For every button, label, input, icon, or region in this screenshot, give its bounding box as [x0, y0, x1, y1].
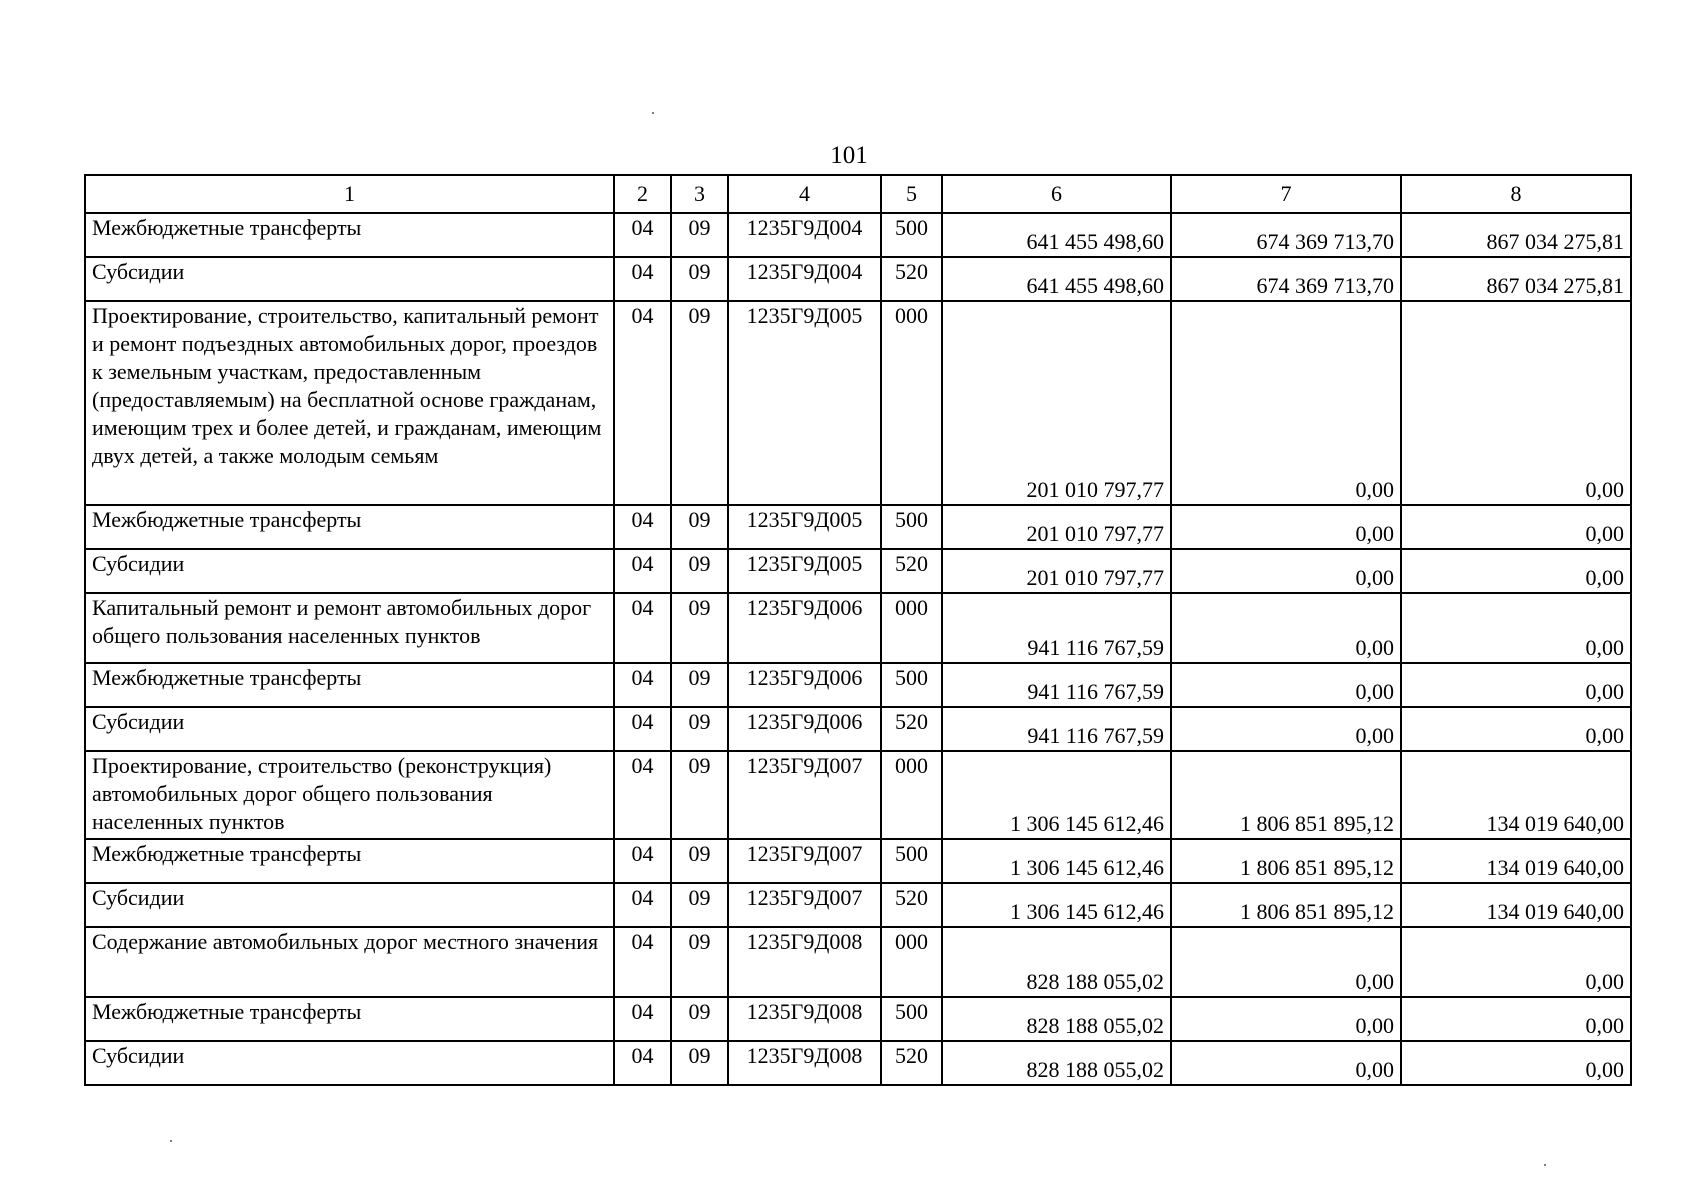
amount-col-6: 201 010 797,77: [942, 301, 1171, 505]
amount-col-8: 134 019 640,00: [1401, 883, 1631, 927]
section-code: 04: [614, 549, 671, 593]
amount-col-8: 0,00: [1401, 549, 1631, 593]
amount-col-7: 0,00: [1171, 301, 1401, 505]
amount-col-6: 941 116 767,59: [942, 663, 1171, 707]
amount-col-6: 201 010 797,77: [942, 549, 1171, 593]
target-article-code: 1235Г9Д006: [728, 593, 881, 663]
row-name: Содержание автомобильных дорог местного значения: [85, 927, 614, 997]
amount-col-6: 1 306 145 612,46: [942, 839, 1171, 883]
amount-col-6: 201 010 797,77: [942, 505, 1171, 549]
target-article-code: 1235Г9Д004: [728, 213, 881, 257]
target-article-code: 1235Г9Д008: [728, 927, 881, 997]
row-name: Капитальный ремонт и ремонт автомобильных дорог общего пользования населенных пунктов: [85, 593, 614, 663]
subsection-code: 09: [671, 927, 728, 997]
section-code: 04: [614, 883, 671, 927]
row-name: Межбюджетные трансферты: [85, 839, 614, 883]
amount-col-8: 134 019 640,00: [1401, 839, 1631, 883]
subsection-code: 09: [671, 213, 728, 257]
amount-col-8: 134 019 640,00: [1401, 751, 1631, 839]
table-row: [85, 257, 1631, 301]
section-code: 04: [614, 257, 671, 301]
section-code: 04: [614, 301, 671, 505]
amount-col-8: 0,00: [1401, 593, 1631, 663]
section-code: 04: [614, 839, 671, 883]
expense-type-code: 520: [881, 549, 942, 593]
row-name: Субсидии: [85, 883, 614, 927]
expense-type-code: 500: [881, 663, 942, 707]
row-name: Межбюджетные трансферты: [85, 213, 614, 257]
amount-col-6: 828 188 055,02: [942, 1041, 1171, 1085]
table-row: [85, 505, 1631, 549]
row-name: Межбюджетные трансферты: [85, 663, 614, 707]
amount-col-7: 0,00: [1171, 997, 1401, 1041]
row-name: Субсидии: [85, 1041, 614, 1085]
subsection-code: 09: [671, 997, 728, 1041]
expense-type-code: 520: [881, 257, 942, 301]
amount-col-8: 0,00: [1401, 663, 1631, 707]
table-row: [85, 1041, 1631, 1085]
table-row: [85, 301, 1631, 505]
target-article-code: 1235Г9Д006: [728, 663, 881, 707]
amount-col-6: 828 188 055,02: [942, 927, 1171, 997]
target-article-code: 1235Г9Д007: [728, 839, 881, 883]
row-name: Проектирование, строительство (реконструкция) автомобильных дорог общего пользования населенных пунктов: [85, 751, 614, 839]
section-code: 04: [614, 707, 671, 751]
expense-type-code: 500: [881, 839, 942, 883]
amount-col-7: 1 806 851 895,12: [1171, 883, 1401, 927]
table-row: [85, 751, 1631, 839]
column-header: 4: [728, 175, 881, 213]
amount-col-8: 0,00: [1401, 927, 1631, 997]
table-row: [85, 213, 1631, 257]
subsection-code: 09: [671, 883, 728, 927]
table-row: [85, 663, 1631, 707]
amount-col-6: 641 455 498,60: [942, 257, 1171, 301]
subsection-code: 09: [671, 257, 728, 301]
subsection-code: 09: [671, 593, 728, 663]
expense-type-code: 500: [881, 997, 942, 1041]
column-header: 5: [881, 175, 942, 213]
amount-col-7: 0,00: [1171, 663, 1401, 707]
amount-col-7: 0,00: [1171, 505, 1401, 549]
target-article-code: 1235Г9Д008: [728, 1041, 881, 1085]
amount-col-7: 0,00: [1171, 1041, 1401, 1085]
amount-col-6: 828 188 055,02: [942, 997, 1171, 1041]
table-row: [85, 883, 1631, 927]
amount-col-8: 867 034 275,81: [1401, 213, 1631, 257]
column-header: 1: [85, 175, 614, 213]
subsection-code: 09: [671, 505, 728, 549]
expense-type-code: 520: [881, 1041, 942, 1085]
amount-col-8: 867 034 275,81: [1401, 257, 1631, 301]
row-name: Субсидии: [85, 549, 614, 593]
amount-col-6: 941 116 767,59: [942, 707, 1171, 751]
expense-type-code: 500: [881, 213, 942, 257]
section-code: 04: [614, 213, 671, 257]
target-article-code: 1235Г9Д005: [728, 549, 881, 593]
table-row: [85, 593, 1631, 663]
expense-type-code: 500: [881, 505, 942, 549]
subsection-code: 09: [671, 549, 728, 593]
amount-col-8: 0,00: [1401, 997, 1631, 1041]
amount-col-7: 0,00: [1171, 927, 1401, 997]
section-code: 04: [614, 1041, 671, 1085]
column-header: 8: [1401, 175, 1631, 213]
expense-type-code: 000: [881, 593, 942, 663]
table-row: [85, 707, 1631, 751]
amount-col-8: 0,00: [1401, 707, 1631, 751]
scan-speck: [1544, 1164, 1546, 1166]
scan-speck: [170, 1140, 172, 1142]
expense-type-code: 000: [881, 301, 942, 505]
amount-col-6: 941 116 767,59: [942, 593, 1171, 663]
table-row: [85, 549, 1631, 593]
target-article-code: 1235Г9Д006: [728, 707, 881, 751]
row-name: Субсидии: [85, 257, 614, 301]
amount-col-8: 0,00: [1401, 505, 1631, 549]
amount-col-8: 0,00: [1401, 1041, 1631, 1085]
scan-speck: [652, 112, 654, 114]
target-article-code: 1235Г9Д005: [728, 301, 881, 505]
amount-col-7: 674 369 713,70: [1171, 213, 1401, 257]
row-name: Межбюджетные трансферты: [85, 997, 614, 1041]
target-article-code: 1235Г9Д008: [728, 997, 881, 1041]
expense-type-code: 000: [881, 927, 942, 997]
subsection-code: 09: [671, 707, 728, 751]
target-article-code: 1235Г9Д005: [728, 505, 881, 549]
amount-col-6: 641 455 498,60: [942, 213, 1171, 257]
expense-type-code: 000: [881, 751, 942, 839]
amount-col-7: 674 369 713,70: [1171, 257, 1401, 301]
subsection-code: 09: [671, 1041, 728, 1085]
section-code: 04: [614, 593, 671, 663]
column-header: 2: [614, 175, 671, 213]
amount-col-6: 1 306 145 612,46: [942, 751, 1171, 839]
amount-col-8: 0,00: [1401, 301, 1631, 505]
table-row: [85, 927, 1631, 997]
row-name: Межбюджетные трансферты: [85, 505, 614, 549]
row-name: Проектирование, строительство, капитальный ремонт и ремонт подъездных автомобильных дорог, проездов к земельным участкам, предоставленным (предоставляемым) на бесплатной основе гражданам, имеющим трех и более детей, и гражданам, имеющим двух детей, а также молодым семьям: [85, 301, 614, 505]
header-row: [85, 175, 1631, 213]
subsection-code: 09: [671, 663, 728, 707]
column-header: 7: [1171, 175, 1401, 213]
amount-col-7: 0,00: [1171, 549, 1401, 593]
expense-type-code: 520: [881, 707, 942, 751]
table-row: [85, 839, 1631, 883]
column-header: 3: [671, 175, 728, 213]
section-code: 04: [614, 751, 671, 839]
subsection-code: 09: [671, 301, 728, 505]
target-article-code: 1235Г9Д004: [728, 257, 881, 301]
amount-col-7: 1 806 851 895,12: [1171, 839, 1401, 883]
target-article-code: 1235Г9Д007: [728, 883, 881, 927]
budget-table: [84, 174, 1632, 1086]
subsection-code: 09: [671, 751, 728, 839]
amount-col-6: 1 306 145 612,46: [942, 883, 1171, 927]
column-header: 6: [942, 175, 1171, 213]
subsection-code: 09: [671, 839, 728, 883]
amount-col-7: 1 806 851 895,12: [1171, 751, 1401, 839]
amount-col-7: 0,00: [1171, 707, 1401, 751]
section-code: 04: [614, 997, 671, 1041]
page-number: 101: [830, 142, 868, 169]
expense-type-code: 520: [881, 883, 942, 927]
row-name: Субсидии: [85, 707, 614, 751]
section-code: 04: [614, 927, 671, 997]
target-article-code: 1235Г9Д007: [728, 751, 881, 839]
section-code: 04: [614, 505, 671, 549]
section-code: 04: [614, 663, 671, 707]
table-row: [85, 997, 1631, 1041]
amount-col-7: 0,00: [1171, 593, 1401, 663]
